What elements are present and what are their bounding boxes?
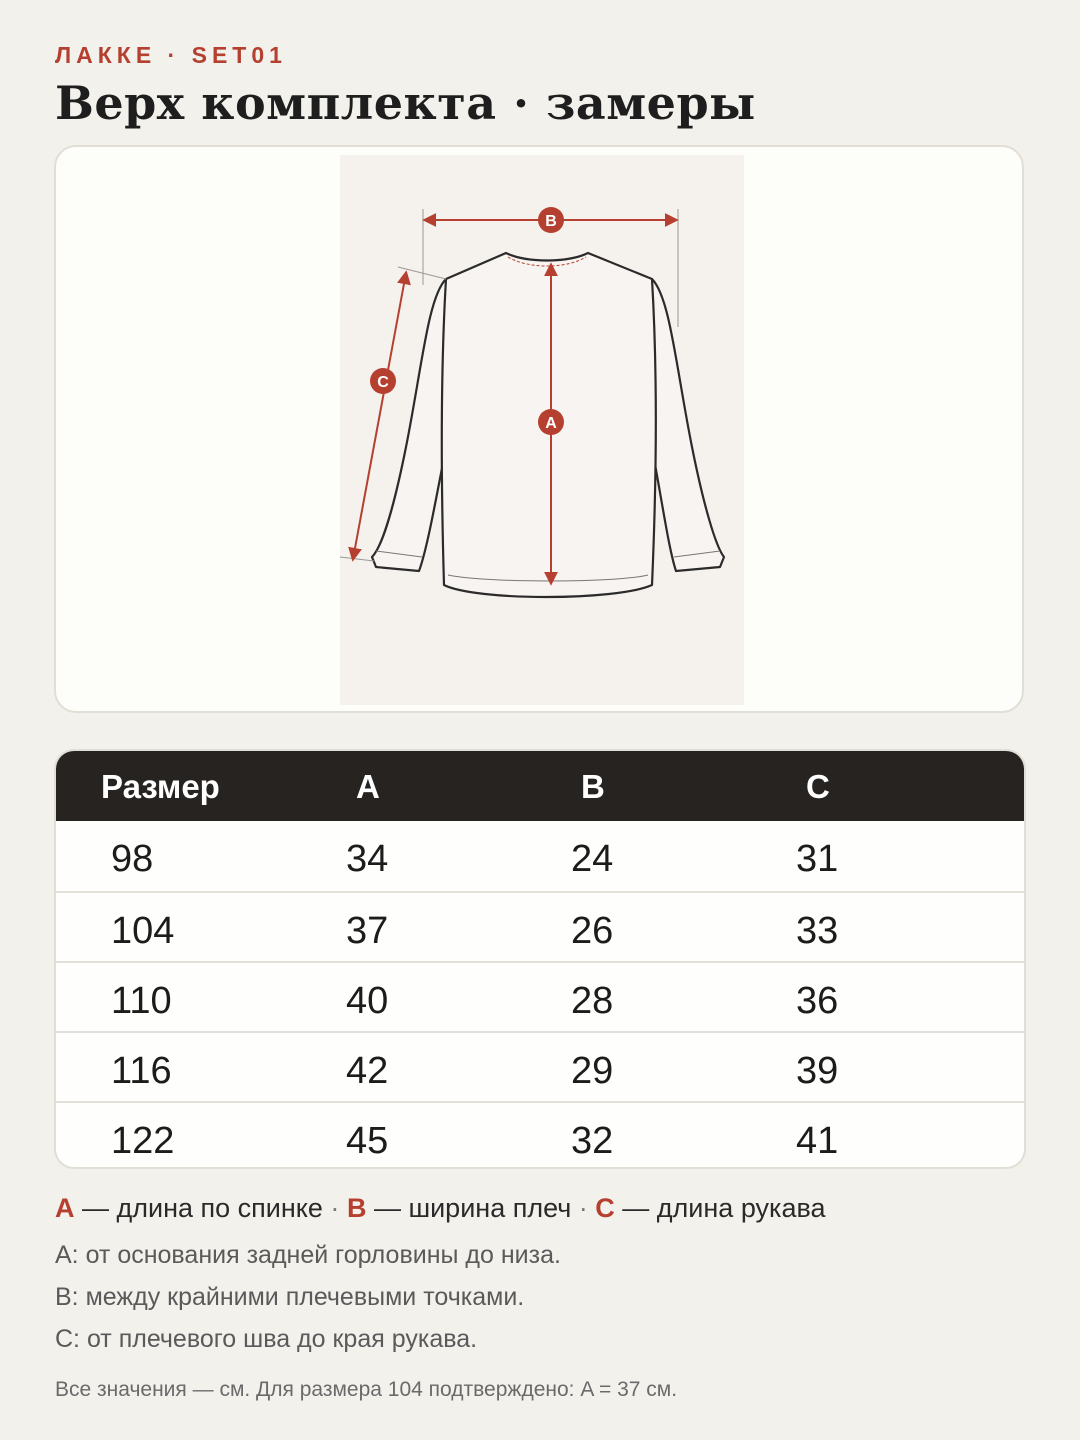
legend-text-a: — длина по спинке xyxy=(74,1193,331,1223)
cell-size: 110 xyxy=(111,980,172,1022)
cell-c: 41 xyxy=(796,1120,839,1162)
table-row xyxy=(56,891,1024,961)
legend-text-c: — длина рукава xyxy=(614,1193,826,1223)
cell-a: 34 xyxy=(346,838,389,880)
size-table xyxy=(54,749,1026,1169)
cell-b: 26 xyxy=(571,910,614,952)
badge-c xyxy=(370,368,396,394)
cell-a: 45 xyxy=(346,1120,389,1162)
note-a: A: от основания задней горловины до низа. xyxy=(55,1241,561,1269)
badge-b xyxy=(538,207,564,233)
table-row xyxy=(56,1101,1024,1169)
table-row xyxy=(56,961,1024,1031)
table-header xyxy=(56,751,1024,821)
cell-b: 32 xyxy=(571,1120,614,1162)
cell-size: 122 xyxy=(111,1120,175,1162)
header-c: C xyxy=(806,768,830,805)
sleeve-guide-bottom xyxy=(340,557,374,561)
footer-note: Все значения — см. Для размера 104 подтверждено: A = 37 см. xyxy=(55,1378,678,1401)
cell-a: 42 xyxy=(346,1050,389,1092)
cell-c: 39 xyxy=(796,1050,839,1092)
note-c: C: от плечевого шва до края рукава. xyxy=(55,1325,478,1353)
cell-size: 116 xyxy=(111,1050,172,1092)
legend-separator: · xyxy=(578,1193,588,1223)
cell-size: 104 xyxy=(111,910,175,952)
cell-a: 40 xyxy=(346,980,389,1022)
cell-c: 31 xyxy=(796,838,839,880)
page-title: Верх комплекта · замеры xyxy=(55,76,756,130)
header-a: A xyxy=(356,768,380,805)
cell-size: 98 xyxy=(111,838,154,880)
cell-b: 28 xyxy=(571,980,614,1022)
legend-separator: · xyxy=(330,1193,340,1223)
svg-text:C: C xyxy=(377,374,389,391)
legend-key-b: B xyxy=(346,1193,367,1223)
note-b: B: между крайними плечевыми точками. xyxy=(55,1283,525,1311)
table-row xyxy=(56,1031,1024,1101)
legend-key-c: C xyxy=(595,1193,615,1223)
measurement-diagram-card xyxy=(54,145,1024,713)
legend-key-a: A xyxy=(55,1193,75,1223)
cell-b: 29 xyxy=(571,1050,614,1092)
header-b: B xyxy=(581,768,605,805)
badge-a xyxy=(538,409,564,435)
cell-c: 36 xyxy=(796,980,839,1022)
legend-text-b: — ширина плеч xyxy=(366,1193,579,1223)
table-row xyxy=(56,821,1024,891)
cell-b: 24 xyxy=(571,838,614,880)
svg-text:B: B xyxy=(545,213,557,230)
svg-text:A: A xyxy=(545,415,557,432)
legend xyxy=(55,1193,826,1224)
cell-a: 37 xyxy=(346,910,389,952)
garment-diagram xyxy=(56,147,1024,713)
brand-eyebrow: ЛАККЕ · SET01 xyxy=(55,42,287,68)
header-size: Размер xyxy=(101,768,220,805)
cell-c: 33 xyxy=(796,910,839,952)
